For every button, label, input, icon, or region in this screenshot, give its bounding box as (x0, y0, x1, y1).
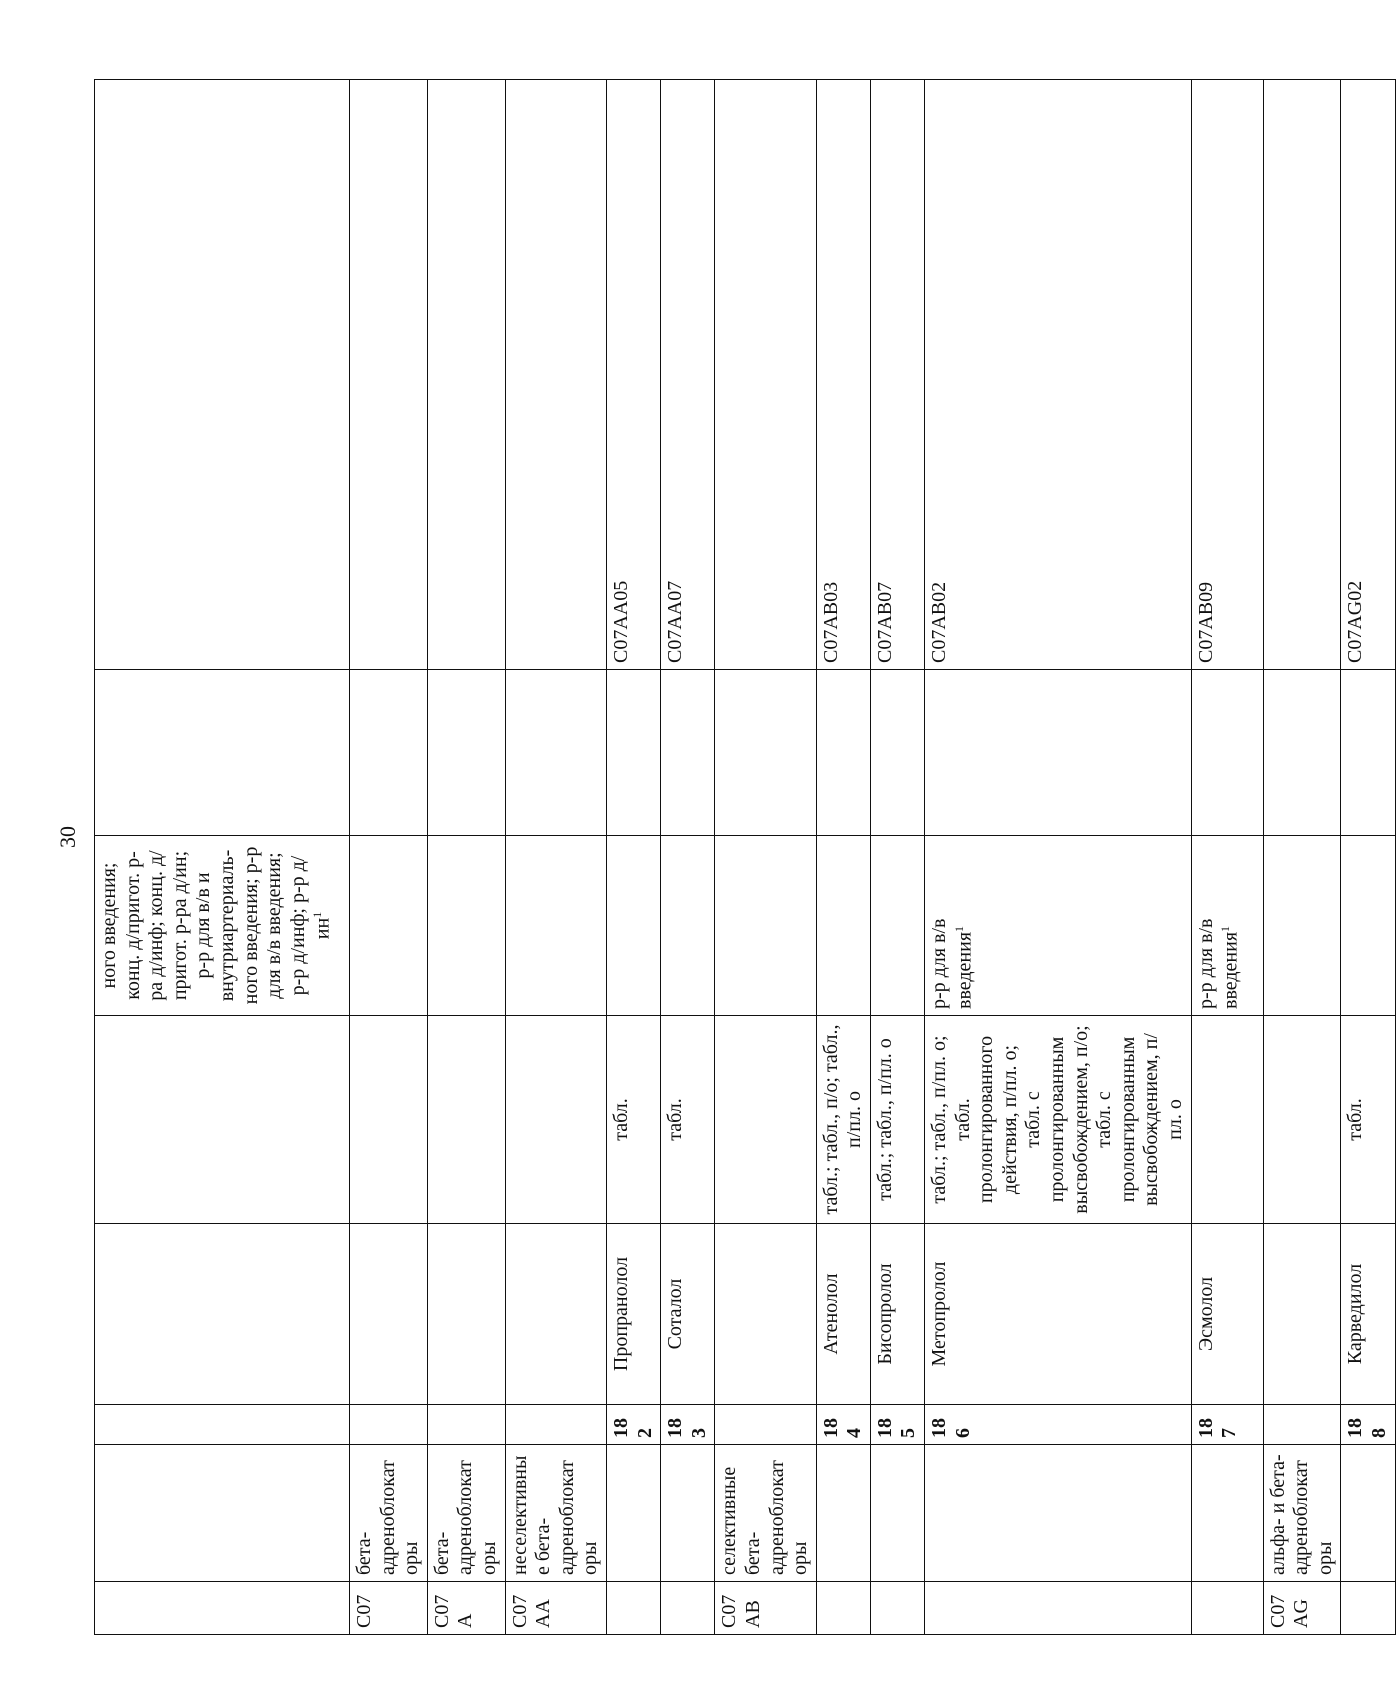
drug-name-cell (427, 1224, 505, 1405)
item-number-cell (715, 1405, 816, 1445)
table-body (95, 80, 1396, 1635)
item-number-cell (925, 1405, 1192, 1445)
group-name-cell (505, 1445, 606, 1582)
group-name-cell (350, 1445, 428, 1582)
atc-full-code-cell (661, 80, 715, 670)
drug-name-text: Бисопролол (873, 1263, 896, 1365)
dosage-form-cell (661, 1016, 715, 1224)
injection-form-cell (870, 836, 924, 1016)
table-row (870, 80, 924, 1635)
injection-form-cell (350, 836, 428, 1016)
atc-full-code-text: C07AG02 (1344, 580, 1367, 663)
item-number-cell (1341, 1405, 1395, 1445)
drug-name-text: Атенолол (819, 1273, 842, 1355)
atc-code-cell (1263, 1582, 1341, 1635)
atc-full-code-cell (505, 80, 606, 670)
atc-code-cell (661, 1582, 715, 1635)
injection-form-text: р-р для в/в введения (928, 918, 976, 1009)
dosage-form-cell (816, 1016, 870, 1224)
atc-full-code-cell (715, 80, 816, 670)
item-number-cell (1263, 1405, 1341, 1445)
drug-name-cell (925, 1224, 1192, 1405)
atc-code-cell (870, 1582, 924, 1635)
drug-name-cell (606, 1224, 660, 1405)
group-name-text: бета-адреноблокаторы (430, 1460, 500, 1575)
drug-name-cell (661, 1224, 715, 1405)
dosage-form-text: табл. (609, 1098, 632, 1141)
table-row (1191, 80, 1263, 1635)
atc-full-code-cell (95, 80, 350, 670)
group-name-cell (715, 1445, 816, 1582)
empty-cell (816, 670, 870, 836)
drug-name-cell (816, 1224, 870, 1405)
dosage-form-text: табл.; табл., п/пл. о (873, 1038, 896, 1201)
dosage-form-cell (925, 1016, 1192, 1224)
empty-cell (1341, 670, 1395, 836)
drug-name-text: Соталол (664, 1278, 687, 1350)
group-name-cell (606, 1445, 660, 1582)
dosage-form-cell (1341, 1016, 1395, 1224)
injection-form-cell (1191, 836, 1263, 1016)
group-name-cell (1191, 1445, 1263, 1582)
drug-name-text: Карведилол (1344, 1263, 1367, 1365)
empty-cell (661, 670, 715, 836)
item-number-text: 187 (1194, 1418, 1241, 1438)
injection-form-cell (1263, 836, 1341, 1016)
table-row (661, 80, 715, 1635)
atc-full-code-cell (925, 80, 1192, 670)
group-name-cell (95, 1445, 350, 1582)
drug-name-cell (1191, 1224, 1263, 1405)
injection-form-cell (661, 836, 715, 1016)
item-number-cell (661, 1405, 715, 1445)
item-number-cell (350, 1405, 428, 1445)
atc-code-text: C07AG (1266, 1594, 1313, 1628)
atc-full-code-text: C07AB07 (873, 581, 896, 663)
item-number-cell (427, 1405, 505, 1445)
atc-code-cell (1341, 1582, 1395, 1635)
atc-full-code-cell (1263, 80, 1341, 670)
dosage-form-cell (1191, 1016, 1263, 1224)
atc-code-cell (1191, 1582, 1263, 1635)
atc-full-code-cell (870, 80, 924, 670)
table-row (350, 80, 428, 1635)
item-number-cell (505, 1405, 606, 1445)
dosage-form-cell (427, 1016, 505, 1224)
empty-cell (350, 670, 428, 836)
atc-code-cell (925, 1582, 1192, 1635)
atc-full-code-cell (1341, 80, 1395, 670)
dosage-form-cell (350, 1016, 428, 1224)
item-number-text: 184 (819, 1418, 866, 1438)
injection-form-text: ного введения; конц. д/пригот. р-ра д/инф; конц. д/пригот. р-ра д/ин; р-р для в/в и внутриартериаль-ного введения; р-р для в/в введения; р-р д/инф; р-р д/ин (98, 846, 334, 1005)
group-name-cell (1263, 1445, 1341, 1582)
drug-name-cell (505, 1224, 606, 1405)
group-name-cell (925, 1445, 1192, 1582)
group-name-cell (870, 1445, 924, 1582)
injection-form-cell (1341, 836, 1395, 1016)
item-number-text: 185 (873, 1418, 920, 1438)
table-row (95, 80, 350, 1635)
injection-form-text: р-р для в/в введения (1194, 918, 1242, 1009)
footnote-marker: 1 (951, 925, 966, 932)
drug-name-cell (1341, 1224, 1395, 1405)
group-name-cell (1341, 1445, 1395, 1582)
empty-cell (1263, 670, 1341, 836)
atc-code-text: C07AB (718, 1594, 764, 1628)
atc-full-code-cell (427, 80, 505, 670)
atc-code-cell (816, 1582, 870, 1635)
dosage-form-cell (715, 1016, 816, 1224)
dosage-form-cell (505, 1016, 606, 1224)
drug-name-cell (1263, 1224, 1341, 1405)
drug-name-cell (350, 1224, 428, 1405)
atc-full-code-text: C07AB02 (928, 581, 951, 663)
dosage-form-text: табл.; табл., п/о; табл., п/пл. о (819, 1024, 866, 1215)
injection-form-cell (427, 836, 505, 1016)
group-name-text: бета-адреноблокаторы (353, 1460, 423, 1575)
empty-cell (427, 670, 505, 836)
atc-full-code-text: C07AA05 (609, 580, 632, 663)
drug-name-cell (870, 1224, 924, 1405)
drug-name-cell (715, 1224, 816, 1405)
drug-name-cell (95, 1224, 350, 1405)
injection-form-cell (505, 836, 606, 1016)
empty-cell (95, 670, 350, 836)
drug-name-text: Пропранолол (609, 1256, 632, 1372)
group-name-text: альфа- и бета-адреноблокаторы (1266, 1454, 1336, 1575)
drug-name-text: Эсмолол (1194, 1276, 1217, 1352)
empty-cell (505, 670, 606, 836)
group-name-cell (816, 1445, 870, 1582)
item-number-cell (1191, 1405, 1263, 1445)
atc-code-cell (715, 1582, 816, 1635)
empty-cell (1191, 670, 1263, 836)
item-number-cell (816, 1405, 870, 1445)
dosage-form-text: табл. (664, 1098, 687, 1141)
dosage-form-cell (1263, 1016, 1341, 1224)
group-name-text: селективные бета-адреноблокаторы (718, 1460, 812, 1575)
table-row (816, 80, 870, 1635)
drug-table (94, 79, 1396, 1635)
dosage-form-cell (95, 1016, 350, 1224)
atc-code-cell (606, 1582, 660, 1635)
page-number: 30 (55, 826, 80, 848)
atc-code-text: C07AA (508, 1594, 555, 1628)
atc-full-code-text: C07AB09 (1194, 581, 1217, 663)
item-number-text: 188 (1344, 1418, 1390, 1438)
table-row (715, 80, 816, 1635)
group-name-cell (661, 1445, 715, 1582)
atc-full-code-cell (1191, 80, 1263, 670)
dosage-form-cell (870, 1016, 924, 1224)
rotated-table-wrapper (94, 80, 1390, 1635)
item-number-text: 183 (664, 1418, 710, 1438)
group-name-cell (427, 1445, 505, 1582)
atc-code-text: C07A (430, 1594, 477, 1628)
atc-code-cell (505, 1582, 606, 1635)
item-number-cell (606, 1405, 660, 1445)
injection-form-cell (925, 836, 1192, 1016)
drug-name-text: Метопролол (928, 1261, 951, 1367)
footnote-marker: 1 (310, 911, 325, 918)
table-row (505, 80, 606, 1635)
empty-cell (715, 670, 816, 836)
atc-code-cell (95, 1582, 350, 1635)
dosage-form-text: табл.; табл., п/пл. о; табл. пролонгированного действия, п/пл. о; табл. с пролонгированным высвобождением, п/о; табл. с пролонгированным высвобождением, п/пл. о (928, 1025, 1186, 1214)
dosage-form-text: табл. (1344, 1098, 1367, 1141)
atc-code-cell (427, 1582, 505, 1635)
injection-form-cell (606, 836, 660, 1016)
atc-full-code-text: C07AA07 (664, 580, 687, 663)
atc-full-code-cell (816, 80, 870, 670)
table-row (606, 80, 660, 1635)
item-number-text: 186 (928, 1418, 974, 1438)
footnote-marker: 1 (1218, 925, 1233, 932)
table-row (1263, 80, 1341, 1635)
injection-form-cell (715, 836, 816, 1016)
atc-full-code-text: C07AB03 (819, 581, 842, 663)
empty-cell (606, 670, 660, 836)
item-number-cell (95, 1405, 350, 1445)
dosage-form-cell (606, 1016, 660, 1224)
item-number-cell (870, 1405, 924, 1445)
empty-cell (870, 670, 924, 836)
atc-code-text: C07 (353, 1594, 375, 1628)
empty-cell (925, 670, 1192, 836)
table-row (925, 80, 1192, 1635)
atc-full-code-cell (606, 80, 660, 670)
injection-form-cell (816, 836, 870, 1016)
table-row (1341, 80, 1395, 1635)
atc-code-cell (350, 1582, 428, 1635)
injection-form-cell (95, 836, 350, 1016)
item-number-text: 182 (609, 1418, 656, 1438)
atc-full-code-cell (350, 80, 428, 670)
table-row (427, 80, 505, 1635)
group-name-text: неселективные бета-адреноблокаторы (508, 1455, 602, 1575)
